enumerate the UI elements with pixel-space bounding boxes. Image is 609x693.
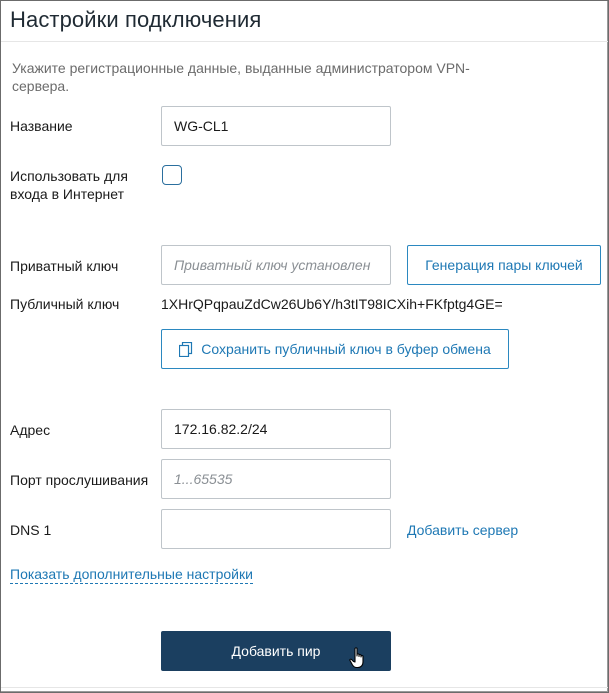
public-key-value: 1XHrQPqpauZdCw26Ub6Y/h3tIT98ICXih+FKfptg4GE=: [161, 296, 503, 312]
internet-label: Использовать для входа в Интернет: [10, 168, 128, 202]
name-input[interactable]: [161, 106, 391, 146]
add-server-link[interactable]: Добавить сервер: [407, 522, 519, 538]
listen-port-label: Порт прослушивания: [10, 472, 149, 488]
add-peer-button[interactable]: Добавить пир: [161, 631, 391, 671]
dns1-label: DNS 1: [10, 522, 52, 538]
name-label: Название: [10, 118, 73, 134]
copy-public-key-button[interactable]: [161, 329, 509, 369]
hand-cursor-icon: [349, 647, 367, 669]
private-key-input[interactable]: [161, 245, 391, 285]
copy-icon: [179, 342, 193, 357]
generate-keys-button[interactable]: Генерация пары ключей: [407, 245, 601, 285]
private-key-label: Приватный ключ: [10, 258, 119, 274]
page-title: Настройки подключения: [10, 7, 262, 32]
dns1-input[interactable]: [161, 509, 391, 549]
title-divider: [1, 41, 608, 42]
show-advanced-settings-link[interactable]: Показать дополнительные настройки: [10, 566, 253, 582]
public-key-label: Публичный ключ: [10, 296, 120, 312]
copy-public-key-label: Сохранить публичный ключ в буфер обмена: [201, 341, 491, 357]
bottom-divider: [1, 687, 608, 688]
listen-port-input[interactable]: [161, 459, 391, 499]
internet-checkbox[interactable]: [162, 165, 182, 185]
description-text: Укажите регистрационные данные, выданные администратором VPN-сервера.: [12, 60, 470, 94]
address-input[interactable]: [161, 409, 391, 449]
address-label: Адрес: [10, 422, 51, 438]
